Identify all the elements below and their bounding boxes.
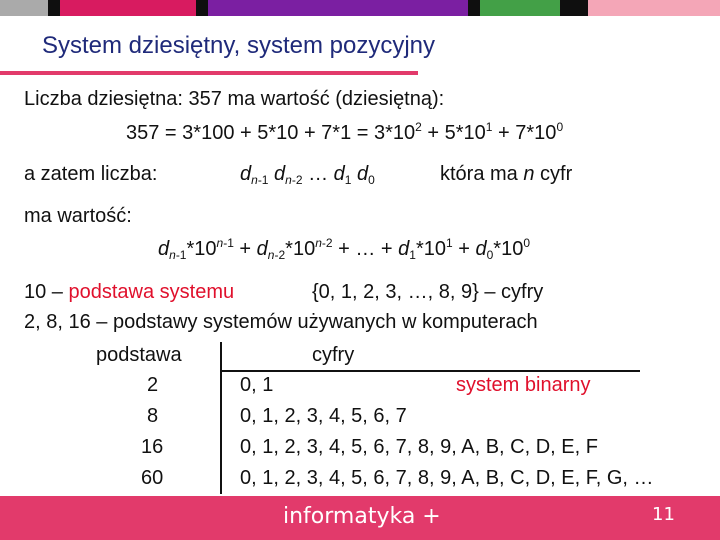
table-vertical-rule (220, 342, 222, 494)
intro-line: Liczba dziesiętna: 357 ma wartość (dziesiętną): (24, 88, 445, 110)
table-row-base: 16 (141, 436, 164, 458)
page-number: 11 (652, 504, 675, 525)
topbar-segment (0, 0, 48, 16)
decimal-digits: {0, 1, 2, 3, …, 8, 9} – cyfry (312, 281, 544, 303)
table-row-base: 60 (141, 467, 164, 489)
table-horizontal-rule (222, 370, 640, 372)
topbar-segment (560, 0, 588, 16)
topbar-segment (588, 0, 720, 16)
table-row-base: 8 (147, 405, 159, 427)
binary-system-note: system binarny (456, 374, 591, 396)
title-underline (0, 71, 418, 75)
topbar-segment (480, 0, 560, 16)
decimal-expansion: $357 = 3*100 + 5*10 + 7*1 = 3*10^2 + 5*10^1 + 7*10^0$ (126, 120, 564, 144)
digit-count-note: która ma n cyfr (440, 163, 573, 185)
topbar-segment (196, 0, 208, 16)
base-ten-line: 10 – podstawa systemu (24, 281, 235, 303)
digit-sequence: $d_{n-1}$ $d_{n-2}$ … $d_1$ $d_0$ (240, 163, 375, 187)
slide-title: System dziesiętny, system pozycyjny (42, 32, 436, 59)
table-row-digits: 0, 1 (240, 374, 274, 396)
table-header-digits: cyfry (312, 344, 355, 366)
table-row-digits: 0, 1, 2, 3, 4, 5, 6, 7, 8, 9, A, B, C, D, E, F, G, … (240, 467, 654, 489)
footer-bar (0, 496, 720, 540)
positional-formula: $d_{n-1}*10^{n-1} + d_{n-2}*10^{n-2}$ + … + $d_1*10^1 + d_0*10^0$ (158, 236, 531, 262)
value-label: ma wartość: (24, 205, 132, 227)
table-row-base: 2 (147, 374, 159, 396)
top-color-bar (0, 0, 720, 16)
table-row-digits: 0, 1, 2, 3, 4, 5, 6, 7 (240, 405, 407, 427)
topbar-segment (60, 0, 196, 16)
topbar-segment (48, 0, 60, 16)
topbar-segment (208, 0, 468, 16)
footer-brand: informatyka + (283, 504, 441, 529)
base-highlight: podstawa systemu (68, 281, 235, 303)
table-row-digits: 0, 1, 2, 3, 4, 5, 6, 7, 8, 9, A, B, C, D, E, F (240, 436, 598, 458)
topbar-segment (468, 0, 480, 16)
computer-bases-line: 2, 8, 16 – podstawy systemów używanych w komputerach (24, 311, 538, 333)
table-header-base: podstawa (96, 344, 182, 366)
azatem-label: a zatem liczba: (24, 163, 158, 185)
